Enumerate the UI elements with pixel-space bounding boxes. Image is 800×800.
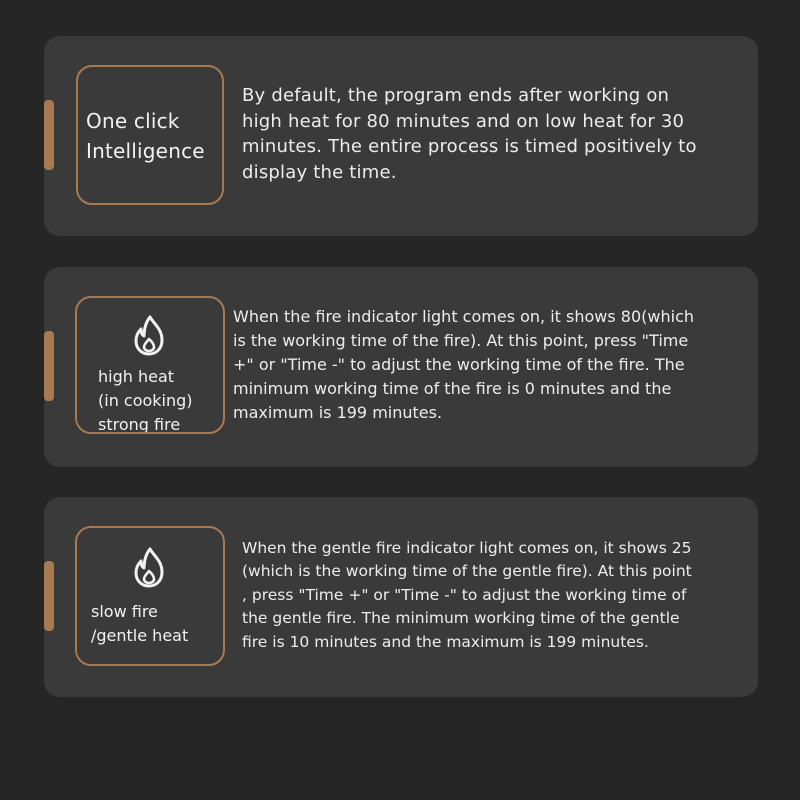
one-click-intelligence-button[interactable]	[76, 65, 224, 205]
panel-side-bar	[44, 100, 54, 170]
slow-fire-label: slow fire /gentle heat	[91, 602, 189, 645]
slow-fire-panel	[44, 497, 758, 697]
flame-icon	[129, 312, 169, 358]
flame-icon	[129, 544, 169, 590]
panel-side-bar	[44, 331, 54, 401]
one-click-intelligence-description: By default, the program ends after working on high heat for 80 minutes and on low heat for 30 minutes. The entire process is timed positively to display the time.	[242, 85, 697, 183]
panel-side-bar	[44, 561, 54, 631]
high-heat-button[interactable]	[75, 296, 225, 434]
high-heat-label: high heat (in cooking) strong fire	[98, 367, 193, 434]
one-click-intelligence-label: One click Intelligence	[86, 109, 205, 163]
high-heat-description: When the fire indicator light comes on, it shows 80(which is the working time of the fire). At this point, press "Time +" or "Time -" to adjust the working time of the fire. The minimum working time of the fire is 0 minutes and the maximum is 199 minutes.	[233, 307, 694, 422]
slow-fire-description: When the gentle fire indicator light comes on, it shows 25 (which is the working time of the gentle fire). At this point , press "Time +" or "Time -" to adjust the working time of the gentle fire. The minimum working time of the gentle fire is 10 minutes and the maximum is 199 minutes.	[242, 539, 692, 651]
one-click-intelligence-panel	[44, 36, 758, 236]
slow-fire-button[interactable]	[75, 526, 225, 666]
high-heat-panel	[44, 267, 758, 467]
